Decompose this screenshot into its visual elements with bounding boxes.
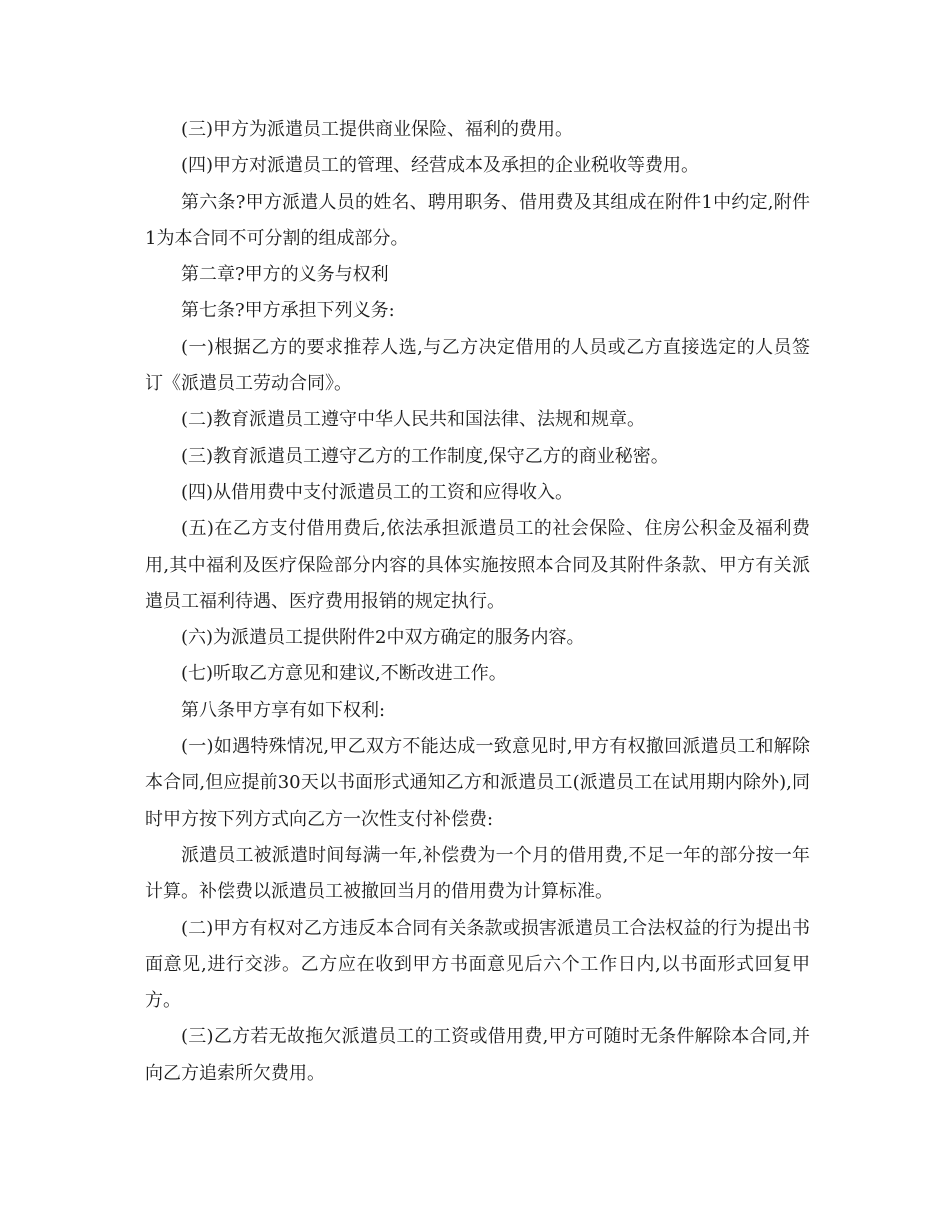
document-body xyxy=(145,112,810,1092)
paragraph: (六)为派遣员工提供附件2中双方确定的服务内容。 xyxy=(181,627,585,649)
paragraph: (三)乙方若无故拖欠派遣员工的工资或借用费,甲方可随时无条件解除本合同,并向乙方追索所欠费用。 xyxy=(145,1026,810,1084)
paragraph: 第六条?甲方派遣人员的姓名、聘用职务、借用费及其组成在附件1中约定,附件1为本合同不可分割的组成部分。 xyxy=(145,191,810,249)
paragraph: (二)甲方有权对乙方违反本合同有关条款或损害派遣员工合法权益的行为提出书面意见,进行交涉。乙方应在收到甲方书面意见后六个工作日内,以书面形式回复甲方。 xyxy=(145,917,810,1012)
paragraph: (四)从借用费中支付派遣员工的工资和应得收入。 xyxy=(181,481,574,503)
paragraph: (一)如遇特殊情况,甲乙双方不能达成一致意见时,甲方有权撤回派遣员工和解除本合同,但应提前30天以书面形式通知乙方和派遣员工(派遣员工在试用期内除外),同时甲方按下列方式向乙方一次性支付补偿费: xyxy=(145,736,810,830)
paragraph: (一)根据乙方的要求推荐人选,与乙方决定借用的人员或乙方直接选定的人员签订《派遣员工劳动合同》。 xyxy=(145,336,810,395)
paragraph: 派遣员工被派遣时间每满一年,补偿费为一个月的借用费,不足一年的部分按一年计算。补偿费以派遣员工被撤回当月的借用费为计算标准。 xyxy=(145,844,810,903)
paragraph: (二)教育派遣员工遵守中华人民共和国法律、法规和规章。 xyxy=(181,409,646,431)
article-heading: 第八条甲方享有如下权利: xyxy=(181,699,386,721)
paragraph: (四)甲方对派遣员工的管理、经营成本及承担的企业税收等费用。 xyxy=(181,155,700,177)
paragraph: (三)甲方为派遣员工提供商业保险、福利的费用。 xyxy=(181,119,574,140)
paragraph: (三)教育派遣员工遵守乙方的工作制度,保守乙方的商业秘密。 xyxy=(181,445,669,467)
paragraph: (七)听取乙方意见和建议,不断改进工作。 xyxy=(181,663,507,685)
chapter-heading: 第二章?甲方的义务与权利 xyxy=(181,264,389,286)
article-heading: 第七条?甲方承担下列义务: xyxy=(181,300,395,322)
paragraph: (五)在乙方支付借用费后,依法承担派遣员工的社会保险、住房公积金及福利费用,其中福利及医疗保险部分内容的具体实施按照本合同及其附件条款、甲方有关派遣员工福利待遇、医疗费用报销的规定执行。 xyxy=(145,518,810,612)
